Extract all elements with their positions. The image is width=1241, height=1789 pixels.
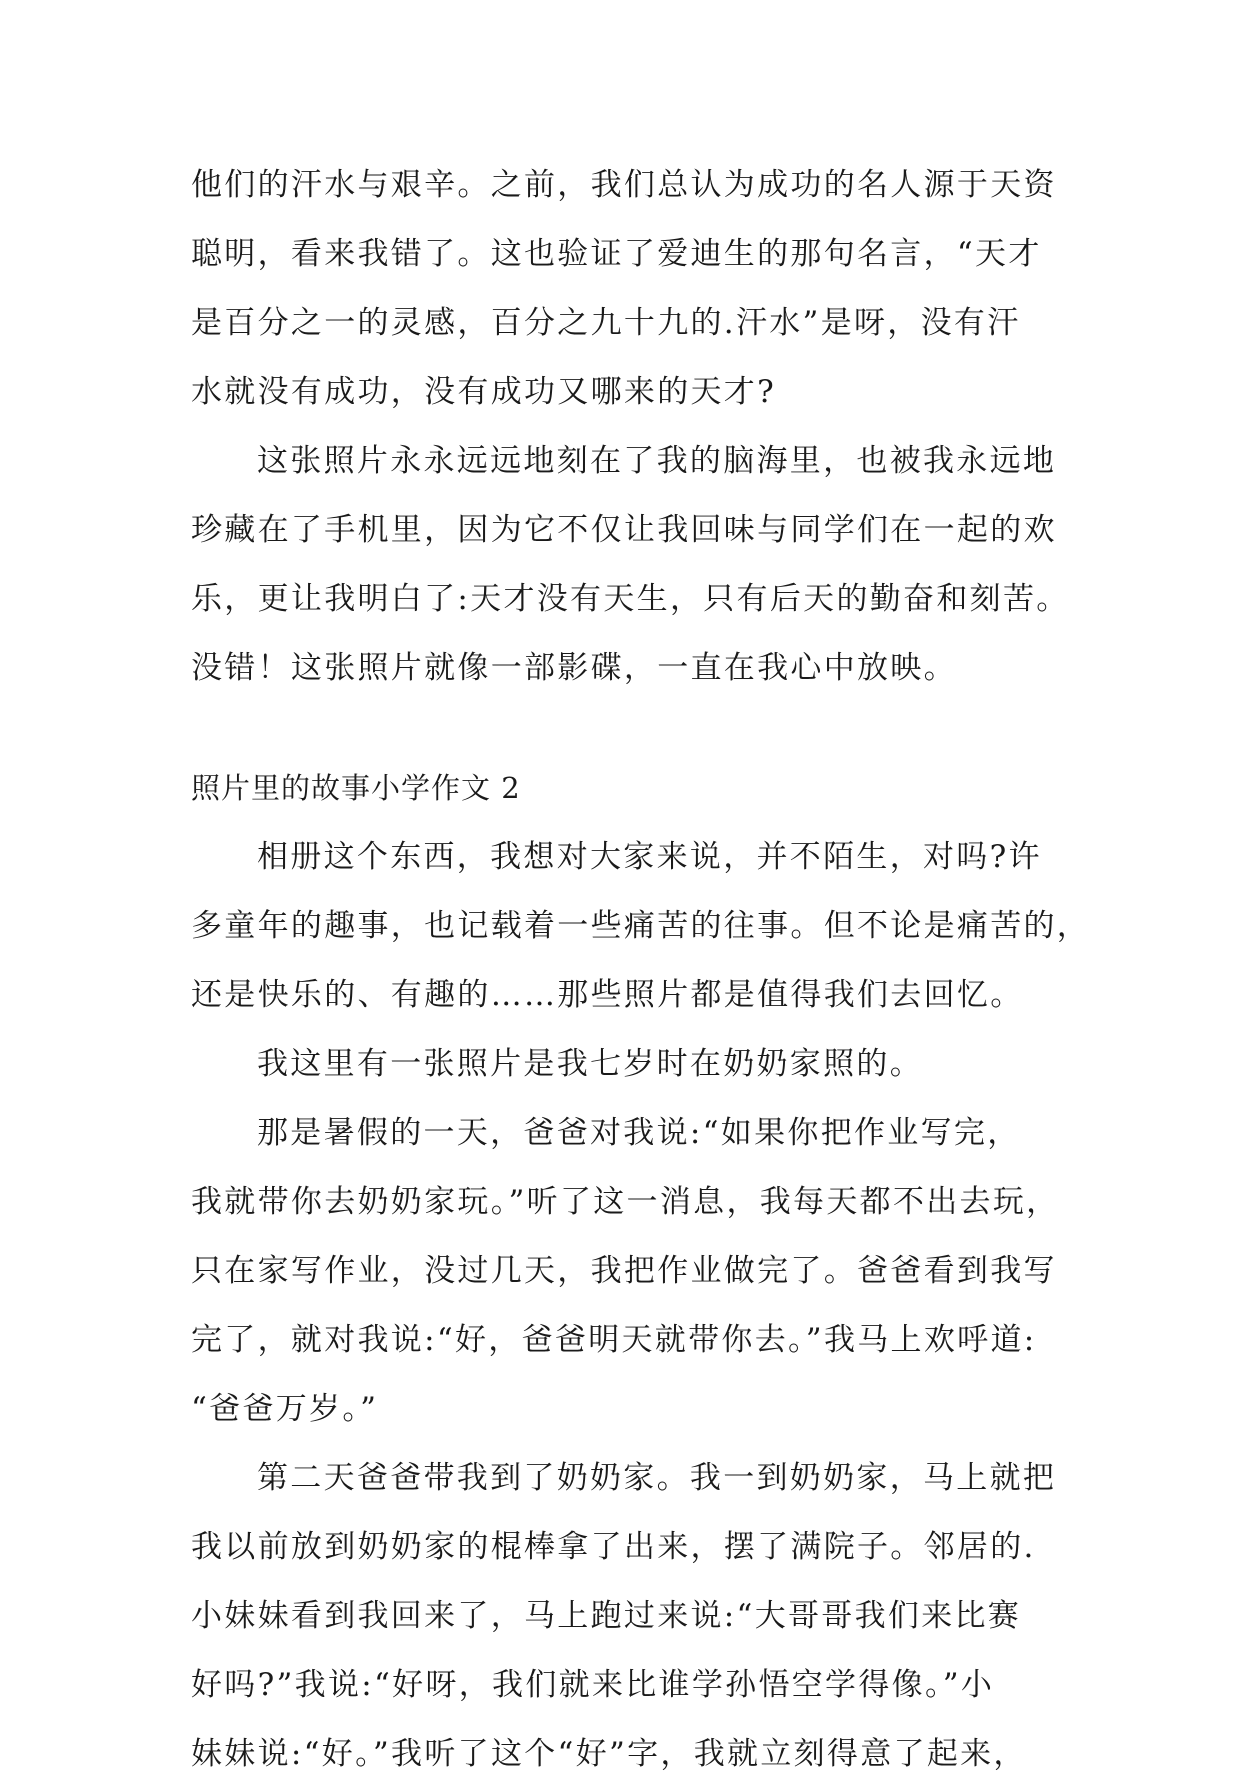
text-line: 我以前放到奶奶家的棍棒拿了出来，摆了满院子。邻居的.: [191, 1529, 1036, 1565]
text-line: “爸爸万岁。”: [191, 1391, 379, 1427]
text-line: 我这里有一张照片是我七岁时在奶奶家照的。: [257, 1046, 923, 1082]
document-body: [191, 151, 1091, 1789]
paragraph: [191, 427, 1071, 703]
text-line: 没错！这张照片就像一部影碟，一直在我心中放映。: [191, 650, 957, 686]
text-line: 小妹妹看到我回来了，马上跑过来说:“大哥哥我们来比赛: [191, 1598, 1022, 1634]
section-title: 照片里的故事小学作文 2: [191, 771, 521, 805]
paragraph: [191, 1444, 1071, 1789]
text-line: 聪明，看来我错了。这也验证了爱迪生的那句名言，“天才: [191, 236, 1042, 272]
paragraph: [191, 151, 1071, 427]
text-line: 这张照片永永远远地刻在了我的脑海里，也被我永远地: [257, 443, 1057, 479]
text-line: 只在家写作业，没过几天，我把作业做完了。爸爸看到我写: [191, 1253, 1057, 1289]
text-line: 他们的汗水与艰辛。之前，我们总认为成功的名人源于天资: [191, 167, 1057, 203]
text-line: 乐，更让我明白了:天才没有天生，只有后天的勤奋和刻苦。: [191, 581, 1070, 617]
text-line: 第二天爸爸带我到了奶奶家。我一到奶奶家，马上就把: [257, 1460, 1057, 1496]
text-line: 我就带你去奶奶家玩。”听了这一消息，我每天都不出去玩，: [191, 1184, 1060, 1220]
text-line: 完了，就对我说:“好，爸爸明天就带你去。”我马上欢呼道:: [191, 1322, 1037, 1358]
paragraph: [191, 1030, 1071, 1099]
text-line: 是百分之一的灵感，百分之九十九的.汗水”是呀，没有汗: [191, 305, 1021, 341]
text-line: 多童年的趣事，也记载着一些痛苦的往事。但不论是痛苦的，: [191, 908, 1091, 944]
text-line: 珍藏在了手机里，因为它不仅让我回味与同学们在一起的欢: [191, 512, 1057, 548]
text-line: 那是暑假的一天，爸爸对我说:“如果你把作业写完，: [257, 1115, 1021, 1151]
text-line: 妹妹说:“好。”我听了这个“好”字，我就立刻得意了起来，: [191, 1736, 1027, 1772]
section-gap: [191, 703, 1071, 754]
text-line: 还是快乐的、有趣的……那些照片都是值得我们去回忆。: [191, 977, 1024, 1013]
paragraph: [191, 823, 1091, 1030]
text-line: 水就没有成功，没有成功又哪来的天才?: [191, 374, 777, 410]
paragraph: [191, 1099, 1071, 1444]
text-line: 相册这个东西，我想对大家来说，并不陌生，对吗?许: [257, 839, 1042, 875]
text-line: 好吗?”我说:“好呀，我们就来比谁学孙悟空学得像。”小: [191, 1667, 995, 1703]
